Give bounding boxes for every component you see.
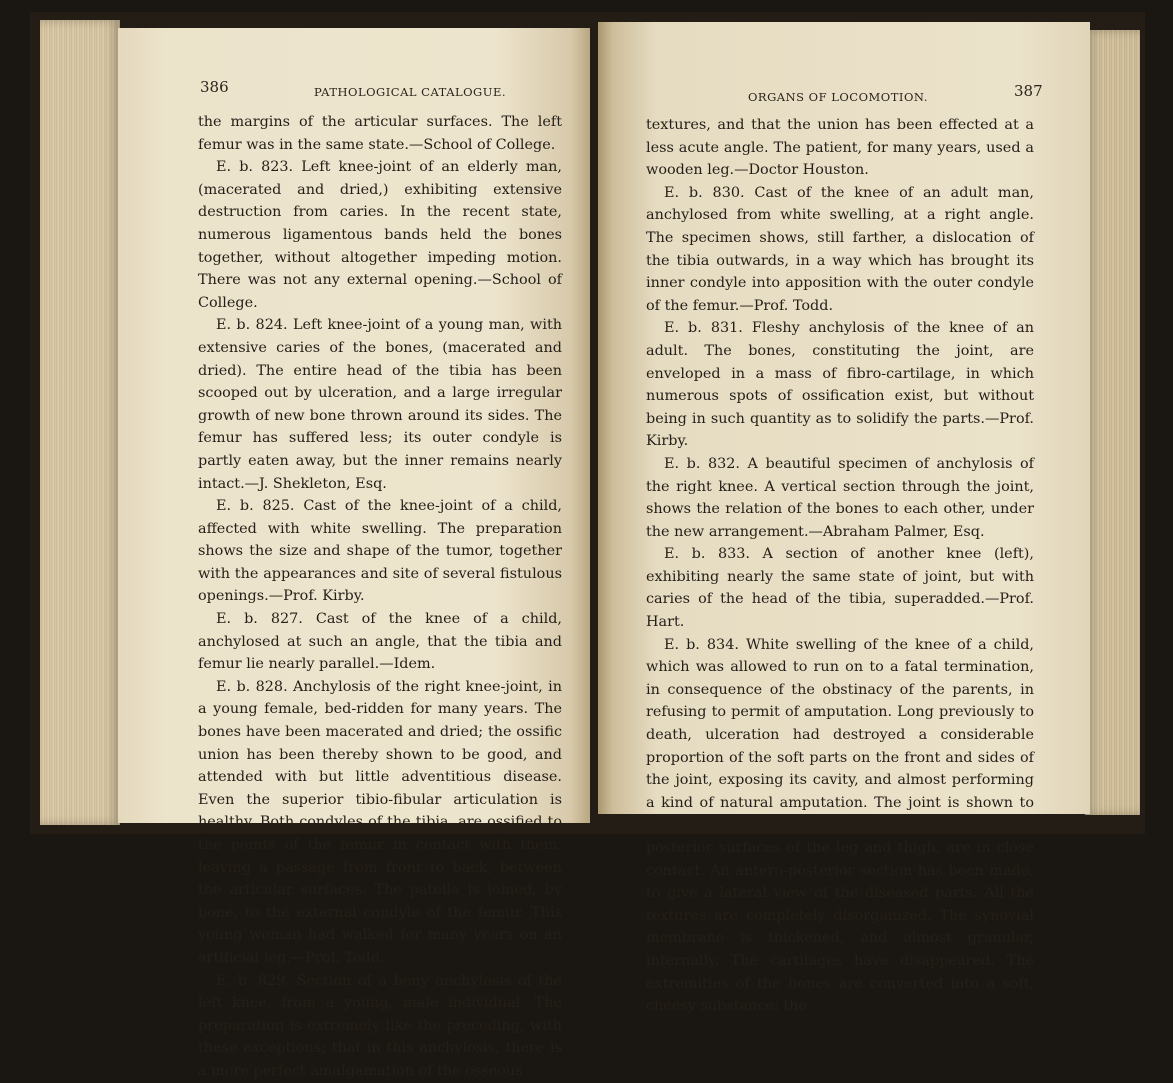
paragraph: the margins of the articular surfaces. The left femur was in the same state.—School of College. (198, 114, 562, 153)
right-page-text (646, 114, 1034, 1018)
paragraph: E. b. 831. Fleshy anchylosis of the knee of an adult. The bones, constituting the joint, are enveloped in a mass of fibro-cartilage, in which numerous spots of ossification exist, but without being in such quantity as to solidify the parts.—Prof. Kirby. (646, 320, 1034, 450)
paragraph: E. b. 833. A section of another knee (left), exhibiting nearly the same state of joint, but with caries of the head of the tibia, superadded.—Prof. Hart. (646, 546, 1034, 631)
page-edges-right (1085, 30, 1140, 815)
left-page-text (198, 111, 562, 1083)
paragraph: E. b. 834. White swelling of the knee of a child, which was allowed to run on to a fatal termination, in consequence of the obstinacy of the parents, in refusing to permit of amputation. Long previously to death, ulceration had destroyed a considerable proportion of the soft parts on the front and sides of the joint, exposing its cavity, and almost performing a kind of natural amputation. The joint is shown to be flexed to such an extreme degree, that the posterior surfaces of the leg and thigh, are in close contact. An antero-posterior section has been made, to give a lateral view of the diseased parts. All the textures are completely disorganized. The synovial membrane is thickened, and almost granular, internally. The cartilages have disappeared. The extremities of the bones are converted into a soft, cheesy substance: the (646, 636, 1034, 1015)
paragraph: E. b. 832. A beautiful specimen of anchylosis of the right knee. A vertical section through the joint, shows the relation of the bones to each other, under the new arrangement.—Abraham Palmer, Esq. (646, 455, 1034, 540)
left-page (118, 28, 590, 1079)
paragraph: E. b. 824. Left knee-joint of a young man, with extensive caries of the bones, (macerated and dried). The entire head of the tibia has been scooped out by ulceration, and a large irregular growth of new bone thrown around its sides. The femur has suffered less; its outer condyle is partly eaten away, but the inner remains nearly intact.—J. Shekleton, Esq. (198, 317, 562, 492)
paragraph: textures, and that the union has been effected at a less acute angle. The patient, for many years, used a wooden leg.—Doctor Houston. (646, 117, 1034, 179)
paragraph: E. b. 829. Section of a bony anchylosis of the left knee, from a young, male individual. The preparation is extremely like the preceding, with these exceptions; that in this anchylosis, there is a more perfect amalgamation of the osseous (198, 972, 562, 1079)
right-page (598, 22, 1090, 1015)
left-page-number: 386 (200, 78, 229, 96)
right-running-head: ORGANS OF LOCOMOTION. (748, 90, 928, 104)
paragraph: E. b. 827. Cast of the knee of a child, anchylosed at such an angle, that the tibia and femur lie nearly parallel.—Idem. (198, 611, 562, 673)
left-running-head: PATHOLOGICAL CATALOGUE. (314, 85, 506, 99)
paragraph: E. b. 828. Anchylosis of the right knee-joint, in a young female, bed-ridden for many years. The bones have been macerated and dried; the ossific union has been thereby shown to be good, and attended with but little adventitious disease. Even the superior tibio-fibular articulation is healthy. Both condyles of the tibia, are ossified to the points of the femur in contact with them, leaving a passage from front to back, between the articular surfaces. The patella is joined, by bone, to the external condyle of the femur. This young woman had walked for many years on an artificial leg.—Prof. Todd. (198, 678, 562, 966)
right-page-number: 387 (1014, 82, 1043, 100)
page-edges-left (40, 20, 120, 825)
paragraph: E. b. 830. Cast of the knee of an adult man, anchylosed from white swelling, at a right angle. The specimen shows, still farther, a dislocation of the tibia outwards, in a way which has brought its inner condyle into apposition with the outer condyle of the femur.—Prof. Todd. (646, 184, 1034, 314)
paragraph: E. b. 823. Left knee-joint of an elderly man, (macerated and dried,) exhibiting extensive destruction from caries. In the recent state, numerous ligamentous bands held the bones together, without altogether impeding motion. There was not any external opening.—School of College. (198, 159, 562, 311)
paragraph: E. b. 825. Cast of the knee-joint of a child, affected with white swelling. The preparation shows the size and shape of the tumor, together with the appearances and site of several fistulous openings.—Prof. Kirby. (198, 498, 562, 605)
